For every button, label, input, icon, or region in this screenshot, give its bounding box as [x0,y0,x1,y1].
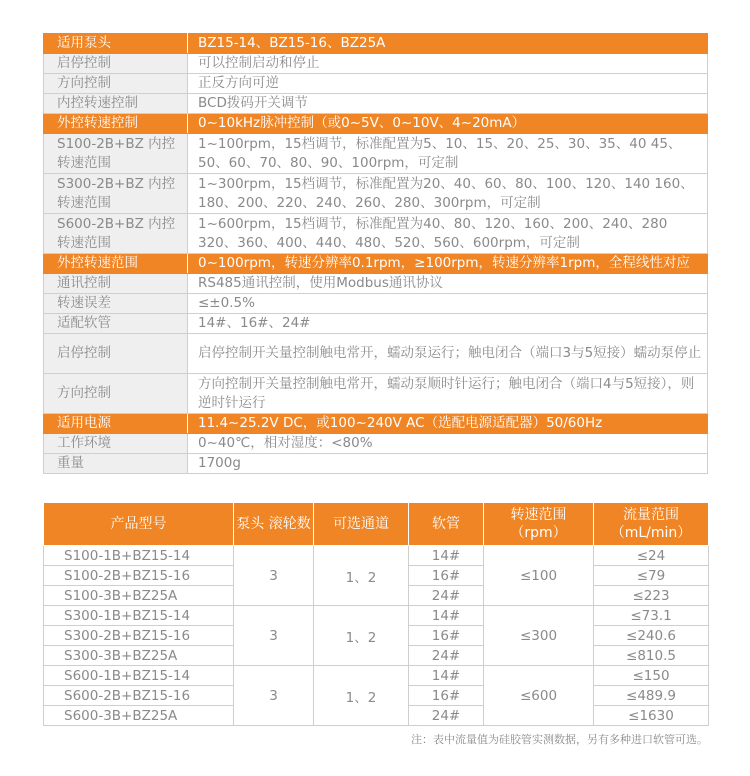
channels-cell: 1、2 [314,606,409,666]
spec-value: 0~10kHz脉冲控制（或0~5V、0~10V、4~20mA） [188,114,708,134]
channels-cell: 1、2 [314,666,409,726]
spec-row [44,214,708,254]
spec-label: 适用电源 [44,414,188,434]
table-row [44,666,709,686]
spec-value: 14#、16#、24# [188,314,708,334]
spec-row [44,274,708,294]
table-row [44,606,709,626]
spec-row [44,54,708,74]
spec-label: 方向控制 [44,74,188,94]
header-speed: 转速范围 （rpm） [484,503,594,546]
spec-row [44,74,708,94]
model-name: S600-2B+BZ15-16 [44,686,234,706]
spec-row [44,254,708,274]
spec-table [43,33,708,474]
spec-label: 外控转速控制 [44,114,188,134]
flow-cell: ≤240.6 [594,626,709,646]
spec-label: S100-2B+BZ 内控转速范围 [44,134,188,174]
spec-row [44,94,708,114]
spec-value: 1~300rpm，15档调节，标准配置为20、40、60、80、100、120、140 160、180、200、220、240、260、280、300rpm，可定制 [188,174,708,214]
spec-label: 重量 [44,454,188,474]
rollers-cell: 3 [234,666,314,726]
spec-row [44,294,708,314]
flow-cell: ≤150 [594,666,709,686]
spec-label: 工作环境 [44,434,188,454]
model-name: S600-3B+BZ25A [44,706,234,726]
channels-cell: 1、2 [314,546,409,606]
spec-value: 启停控制开关量控制触电常开，蠕动泵运行；触电闭合（端口3与5短接）蠕动泵停止 [188,334,708,374]
tube-cell: 16# [409,626,484,646]
flow-cell: ≤810.5 [594,646,709,666]
header-tube: 软管 [409,503,484,546]
tube-cell: 24# [409,586,484,606]
model-name: S100-2B+BZ15-16 [44,566,234,586]
rollers-cell: 3 [234,606,314,666]
header-flow: 流量范围 （mL/min） [594,503,709,546]
tube-cell: 16# [409,686,484,706]
spec-value: 方向控制开关量控制触电常开，蠕动泵顺时针运行；触电闭合（端口4与5短接），则逆时针运行 [188,374,708,414]
spec-label: 启停控制 [44,334,188,374]
header-rollers: 泵头 滚轮数 [234,503,314,546]
spec-label: 启停控制 [44,54,188,74]
model-name: S100-3B+BZ25A [44,586,234,606]
flow-cell: ≤73.1 [594,606,709,626]
spec-row [44,314,708,334]
spec-row [44,334,708,374]
spec-value: 正反方向可逆 [188,74,708,94]
flow-cell: ≤1630 [594,706,709,726]
header-channels: 可选通道 [314,503,409,546]
spec-value: 0~100rpm，转速分辨率0.1rpm，≥100rpm，转速分辨率1rpm，全程线性对应 [188,254,708,274]
model-table [43,502,709,726]
spec-label: 外控转速范围 [44,254,188,274]
tube-cell: 14# [409,606,484,626]
flow-cell: ≤79 [594,566,709,586]
tube-cell: 24# [409,646,484,666]
tube-cell: 16# [409,566,484,586]
tube-cell: 14# [409,666,484,686]
speed-cell: ≤600 [484,666,594,726]
spec-row [44,454,708,474]
model-name: S300-1B+BZ15-14 [44,606,234,626]
spec-label: S300-2B+BZ 内控转速范围 [44,174,188,214]
model-name: S300-3B+BZ25A [44,646,234,666]
flow-cell: ≤489.9 [594,686,709,706]
spec-value: BZ15-14、BZ15-16、BZ25A [188,34,708,54]
rollers-cell: 3 [234,546,314,606]
spec-row [44,174,708,214]
spec-value: ≤±0.5% [188,294,708,314]
spec-row [44,114,708,134]
model-name: S100-1B+BZ15-14 [44,546,234,566]
spec-row [44,134,708,174]
spec-value: RS485通讯控制，使用Modbus通讯协议 [188,274,708,294]
spec-value: 11.4~25.2V DC，或100~240V AC（选配电源适配器）50/60Hz [188,414,708,434]
spec-label: 通讯控制 [44,274,188,294]
spec-value: 可以控制启动和停止 [188,54,708,74]
table-row [44,546,709,566]
speed-cell: ≤300 [484,606,594,666]
spec-label: 适用泵头 [44,34,188,54]
spec-label: 转速误差 [44,294,188,314]
spec-value: 1700g [188,454,708,474]
tube-cell: 24# [409,706,484,726]
speed-cell: ≤100 [484,546,594,606]
spec-label: 方向控制 [44,374,188,414]
spec-row-pump-head [44,34,708,54]
tube-cell: 14# [409,546,484,566]
spec-value: 1~600rpm，15档调节，标准配置为40、80、120、160、200、240、280 320、360、400、440、480、520、560、600rpm，可定制 [188,214,708,254]
header-model: 产品型号 [44,503,234,546]
flow-cell: ≤223 [594,586,709,606]
spec-label: 适配软管 [44,314,188,334]
spec-value: 0~40℃，相对湿度：<80% [188,434,708,454]
spec-label: S600-2B+BZ 内控转速范围 [44,214,188,254]
spec-row [44,434,708,454]
spec-label: 内控转速控制 [44,94,188,114]
spec-value: 1~100rpm，15档调节，标准配置为5、10、15、20、25、30、35、40 45、50、60、70、80、90、100rpm，可定制 [188,134,708,174]
spec-row [44,374,708,414]
model-table-header [44,503,709,546]
flow-cell: ≤24 [594,546,709,566]
spec-value: BCD拨码开关调节 [188,94,708,114]
footnote: 注：表中流量值为硅胶管实测数据，另有多种进口软管可选。 [411,733,708,746]
model-name: S300-2B+BZ15-16 [44,626,234,646]
spec-row [44,414,708,434]
model-name: S600-1B+BZ15-14 [44,666,234,686]
